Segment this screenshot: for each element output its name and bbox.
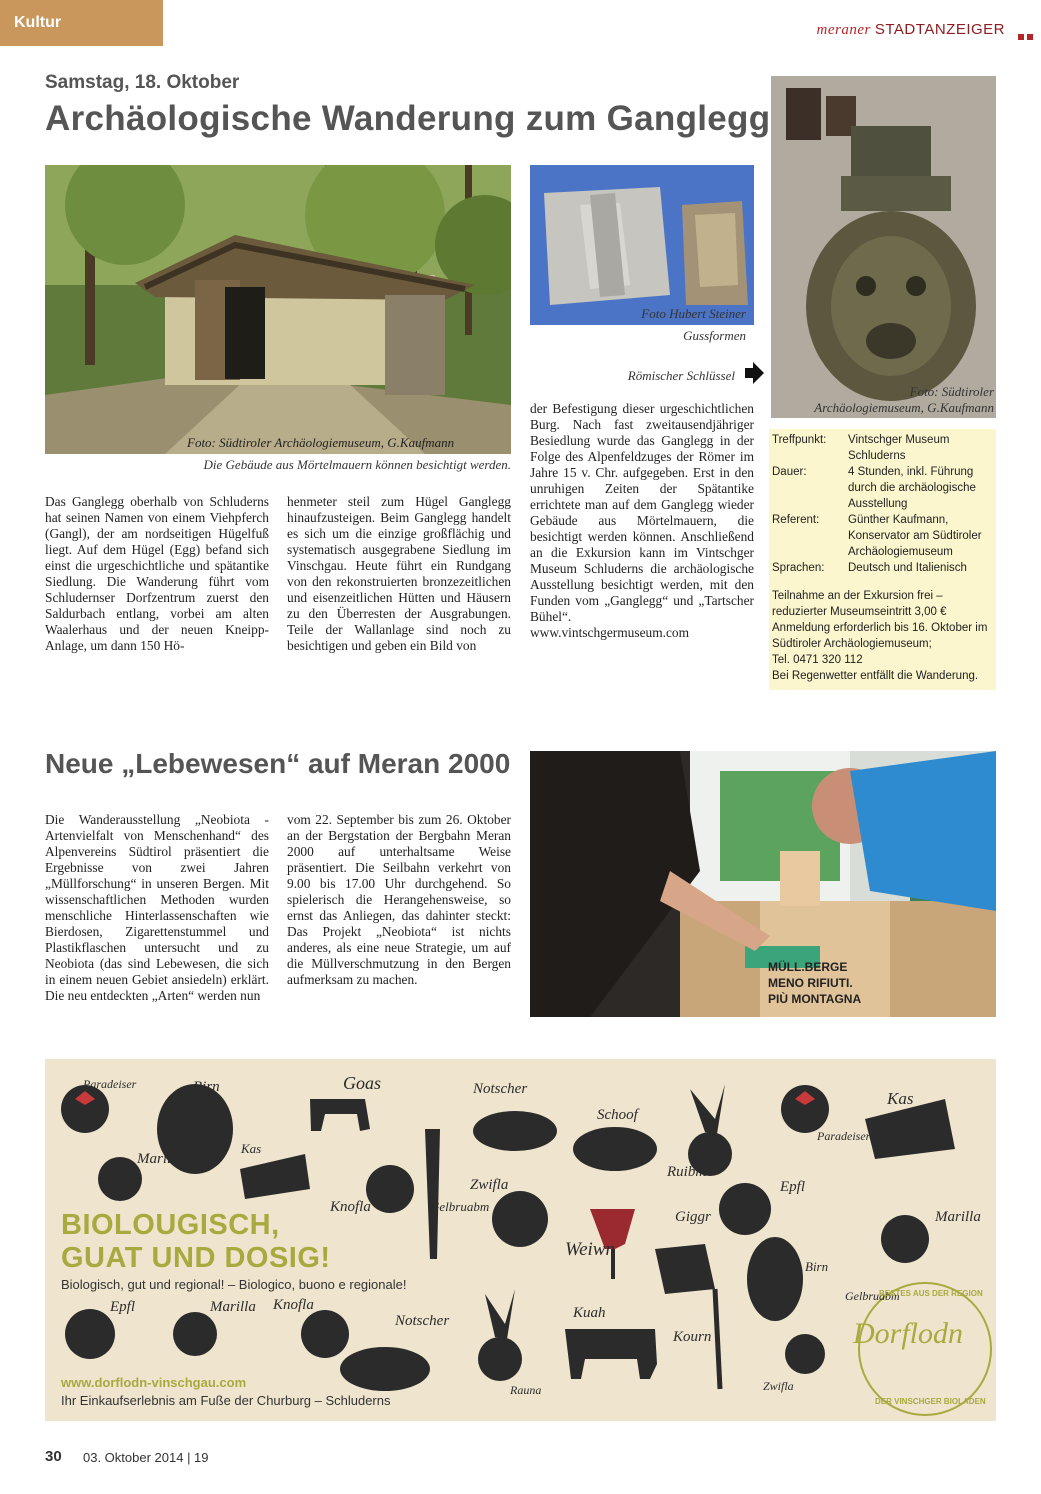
article1-title: Archäologische Wanderung zum Ganglegg	[45, 99, 771, 138]
masthead	[817, 21, 1005, 39]
info-value: Günther Kaufmann, Konservator am Südtiroler Archäologiemuseum	[848, 514, 982, 558]
advert-url[interactable]: www.dorflodn-vinschgau.com	[61, 1375, 247, 1390]
photo-hut-credit: Foto: Südtiroler Archäologiemuseum, G.Kaufmann	[187, 435, 455, 450]
photo-key-credit-1: Foto: Südtiroler	[909, 384, 994, 399]
masthead-stadtanzeiger: STADTANZEIGER	[874, 21, 1005, 38]
museum-url[interactable]: www.vintschgermuseum.com	[530, 625, 690, 640]
advert-label: Schoof	[597, 1107, 638, 1123]
article1-date: Samstag, 18. Oktober	[45, 72, 240, 93]
advert-label: Knofla	[330, 1199, 371, 1215]
info-row	[772, 560, 993, 576]
advert-label: Paradeiser	[83, 1077, 137, 1091]
advert-label: Paradeiser	[817, 1129, 871, 1143]
sign-line-2: MENO RIFIUTI.	[768, 976, 853, 990]
advert-label: Gelbruabm	[430, 1199, 490, 1214]
article1-column-3	[530, 401, 754, 641]
info-value: 4 Stunden, inkl. Führung durch die archäologische Ausstellung	[848, 466, 976, 510]
info-row	[772, 512, 993, 560]
info-key: Referent:	[772, 514, 820, 526]
info-table	[772, 432, 993, 576]
page-number: 30	[45, 1448, 62, 1465]
photo-key-credit-2: Archäologiemuseum, G.Kaufmann	[814, 400, 994, 415]
info-row	[772, 464, 993, 512]
advert-label: Gelbruabm	[845, 1289, 900, 1303]
info-note-registration: Anmeldung erforderlich bis 16. Oktober im Südtiroler Archäologiemuseum;	[772, 622, 988, 650]
info-row	[772, 432, 993, 464]
arrow-right-icon	[743, 361, 765, 390]
dorflodn-logo: Dorflodn	[853, 1317, 964, 1350]
sign-line-1: MÜLL.BERGE	[768, 960, 848, 974]
advert-label: Kuah	[573, 1305, 606, 1321]
masthead-meraner: meraner	[816, 22, 871, 38]
info-note-admission: Teilnahme an der Exkursion frei – reduzierter Museumseintritt 3,00 €	[772, 590, 947, 618]
photo-molds-credit: Foto Hubert Steiner	[641, 306, 746, 321]
info-key: Dauer:	[772, 466, 807, 478]
info-value: Vintschger Museum Schluderns	[848, 434, 950, 462]
info-key: Treffpunkt:	[772, 434, 827, 446]
advert-label: Marilla	[935, 1209, 981, 1225]
advert-label: Kourn	[673, 1329, 712, 1345]
photo-molds-caption: Gussformen	[683, 328, 746, 343]
info-note-weather: Bei Regenwetter entfällt die Wanderung.	[772, 670, 979, 682]
advert-label: Zwifla	[470, 1177, 509, 1193]
advert-label: Birn	[805, 1259, 829, 1274]
advert-label: Zwifla	[763, 1379, 794, 1393]
info-notes	[772, 588, 993, 684]
info-note-phone[interactable]: Tel. 0471 320 112	[772, 654, 863, 666]
info-value: Deutsch und Italienisch	[848, 562, 967, 574]
article2-title: Neue „Lebewesen“ auf Meran 2000	[45, 748, 511, 779]
photo-hut	[45, 165, 511, 454]
advert-label: Marilla	[137, 1151, 183, 1167]
advert-label: Birn	[193, 1079, 220, 1095]
article1-column-3-text: der Befestigung dieser urgeschichtlichen Burg. Nach fast zweitausendjähriger Besiedlung wurde das Ganglegg in der Folge des Alpenfeldzuges der Römer im Jahre 15 v. Chr. aufgegeben. Erst in den unruhigen Zeiten der Spätantike errichtete man auf dem Ganglegg wieder Gebäude aus Mörtelmauern, die besichtigt werden können. Anschließend an die Exkursion kann im Vintschger Museum Schluderns die archäologische Ausstellung besichtigt werden, mit den Funden vom „Ganglegg“ und „Tartscher Bühel“.	[530, 401, 754, 624]
advert-slogan	[61, 1209, 331, 1275]
photo-molds	[530, 165, 754, 325]
advert-slogan-line-1: BIOLOUGISCH,	[61, 1209, 280, 1241]
photo-hut-caption: Die Gebäude aus Mörtelmauern können besichtigt werden.	[203, 457, 511, 472]
advert-dorflodn	[45, 1059, 996, 1421]
advert-slogan-line-2: GUAT UND DOSIG!	[61, 1242, 331, 1274]
article1-column-1: Das Ganglegg oberhalb von Schluderns hat seinen Namen von einem Viehpferch (Gangl), der am nordseitigen Hügelfuß liegt. Auf dem Hügel (Egg) befand sich einst die urgeschichtliche und spätantike Siedlung. Die Wanderung führt vom Schludernser Dorfzentrum zuerst den Saldurbach entlang, vorbei am alten Waalerhaus und der neuen Kneipp-Anlage, um dann 150 Hö-	[45, 494, 269, 653]
sign-line-3: PIÙ MONTAGNA	[768, 992, 862, 1006]
dorflodn-logo-top: BESTES AUS DER REGION	[879, 1289, 983, 1298]
article2-column-1: Die Wanderausstellung „Neobiota - Artenvielfalt von Menschenhand“ des Alpenvereins Südtirol präsentiert die Ergebnisse von zwei Jahren „Müllforschung“ in unseren Bergen. Mit wissenschaftlichen Methoden wurden menschliche Hinterlassenschaften wie Bierdosen, Zigarettenstummel und Plastikflaschen untersucht und zu Neobiota (das sind Lebewesen, die sich in einem neuen Gebiet ansiedeln) erklärt. Die neu entdeckten „Arten“ werden nun	[45, 812, 269, 1003]
info-key: Sprachen:	[772, 562, 825, 574]
advert-label: Epfl	[780, 1179, 805, 1195]
advert-label: Rauna	[510, 1383, 542, 1397]
advert-tagline: Ihr Einkaufserlebnis am Fuße der Churburg – Schluderns	[61, 1393, 391, 1408]
section-tab: Kultur	[0, 0, 163, 46]
photo-exhibition	[530, 751, 996, 1017]
advert-label: Weiwn	[565, 1239, 615, 1260]
advert-label: Kas	[241, 1141, 262, 1156]
advert-label: Ruibm	[667, 1164, 707, 1180]
advert-label: Notscher	[473, 1081, 528, 1097]
issue-date: 03. Oktober 2014 | 19	[83, 1450, 209, 1465]
photo-roman-key	[771, 76, 996, 418]
advert-label: Marilla	[210, 1299, 256, 1315]
advert-label: Epfl	[110, 1299, 135, 1315]
advert-label: Giggr	[675, 1209, 711, 1225]
masthead-dots	[1015, 27, 1035, 34]
advert-label: Notscher	[395, 1313, 450, 1329]
article2-column-2: vom 22. September bis zum 26. Oktober an der Bergstation der Bergbahn Meran 2000 auf unterhaltsame Weise präsentiert. Die Seilbahn verkehrt von 9.00 bis 17.00 Uhr durchgehend. So spielerisch die Herangehensweise, so ernst das Anliegen, das dahinter steckt: Das Projekt „Neobiota“ ist nichts anderes, als eine neue Strategie, um auf die Müllverschmutzung in den Bergen aufmerksam zu machen.	[287, 812, 511, 987]
info-box	[769, 429, 996, 690]
advert-label: Goas	[343, 1073, 382, 1093]
key-caption: Römischer Schlüssel	[627, 368, 735, 383]
advert-label: Kas	[887, 1089, 914, 1108]
advert-label: Knofla	[273, 1297, 314, 1313]
advert-subline: Biologisch, gut und regional! – Biologico, buono e regionale!	[61, 1277, 407, 1292]
article1-column-2: henmeter steil zum Hügel Ganglegg hinaufzusteigen. Beim Ganglegg handelt es sich um die einzige großflächig und systematisch ausgegrabene Siedlung im Vinschgau. Heute führt ein Rundgang von den rekonstruierten bronzezeitlichen und eisenzeitlichen Hütten und Häusern zu den Überresten der Ausgrabungen. Teile der Wallanlage sind noch zu besichtigen und geben ein Bild von	[287, 494, 511, 653]
dorflodn-logo-bottom: DER VINSCHGER BIOLADEN	[875, 1397, 986, 1406]
